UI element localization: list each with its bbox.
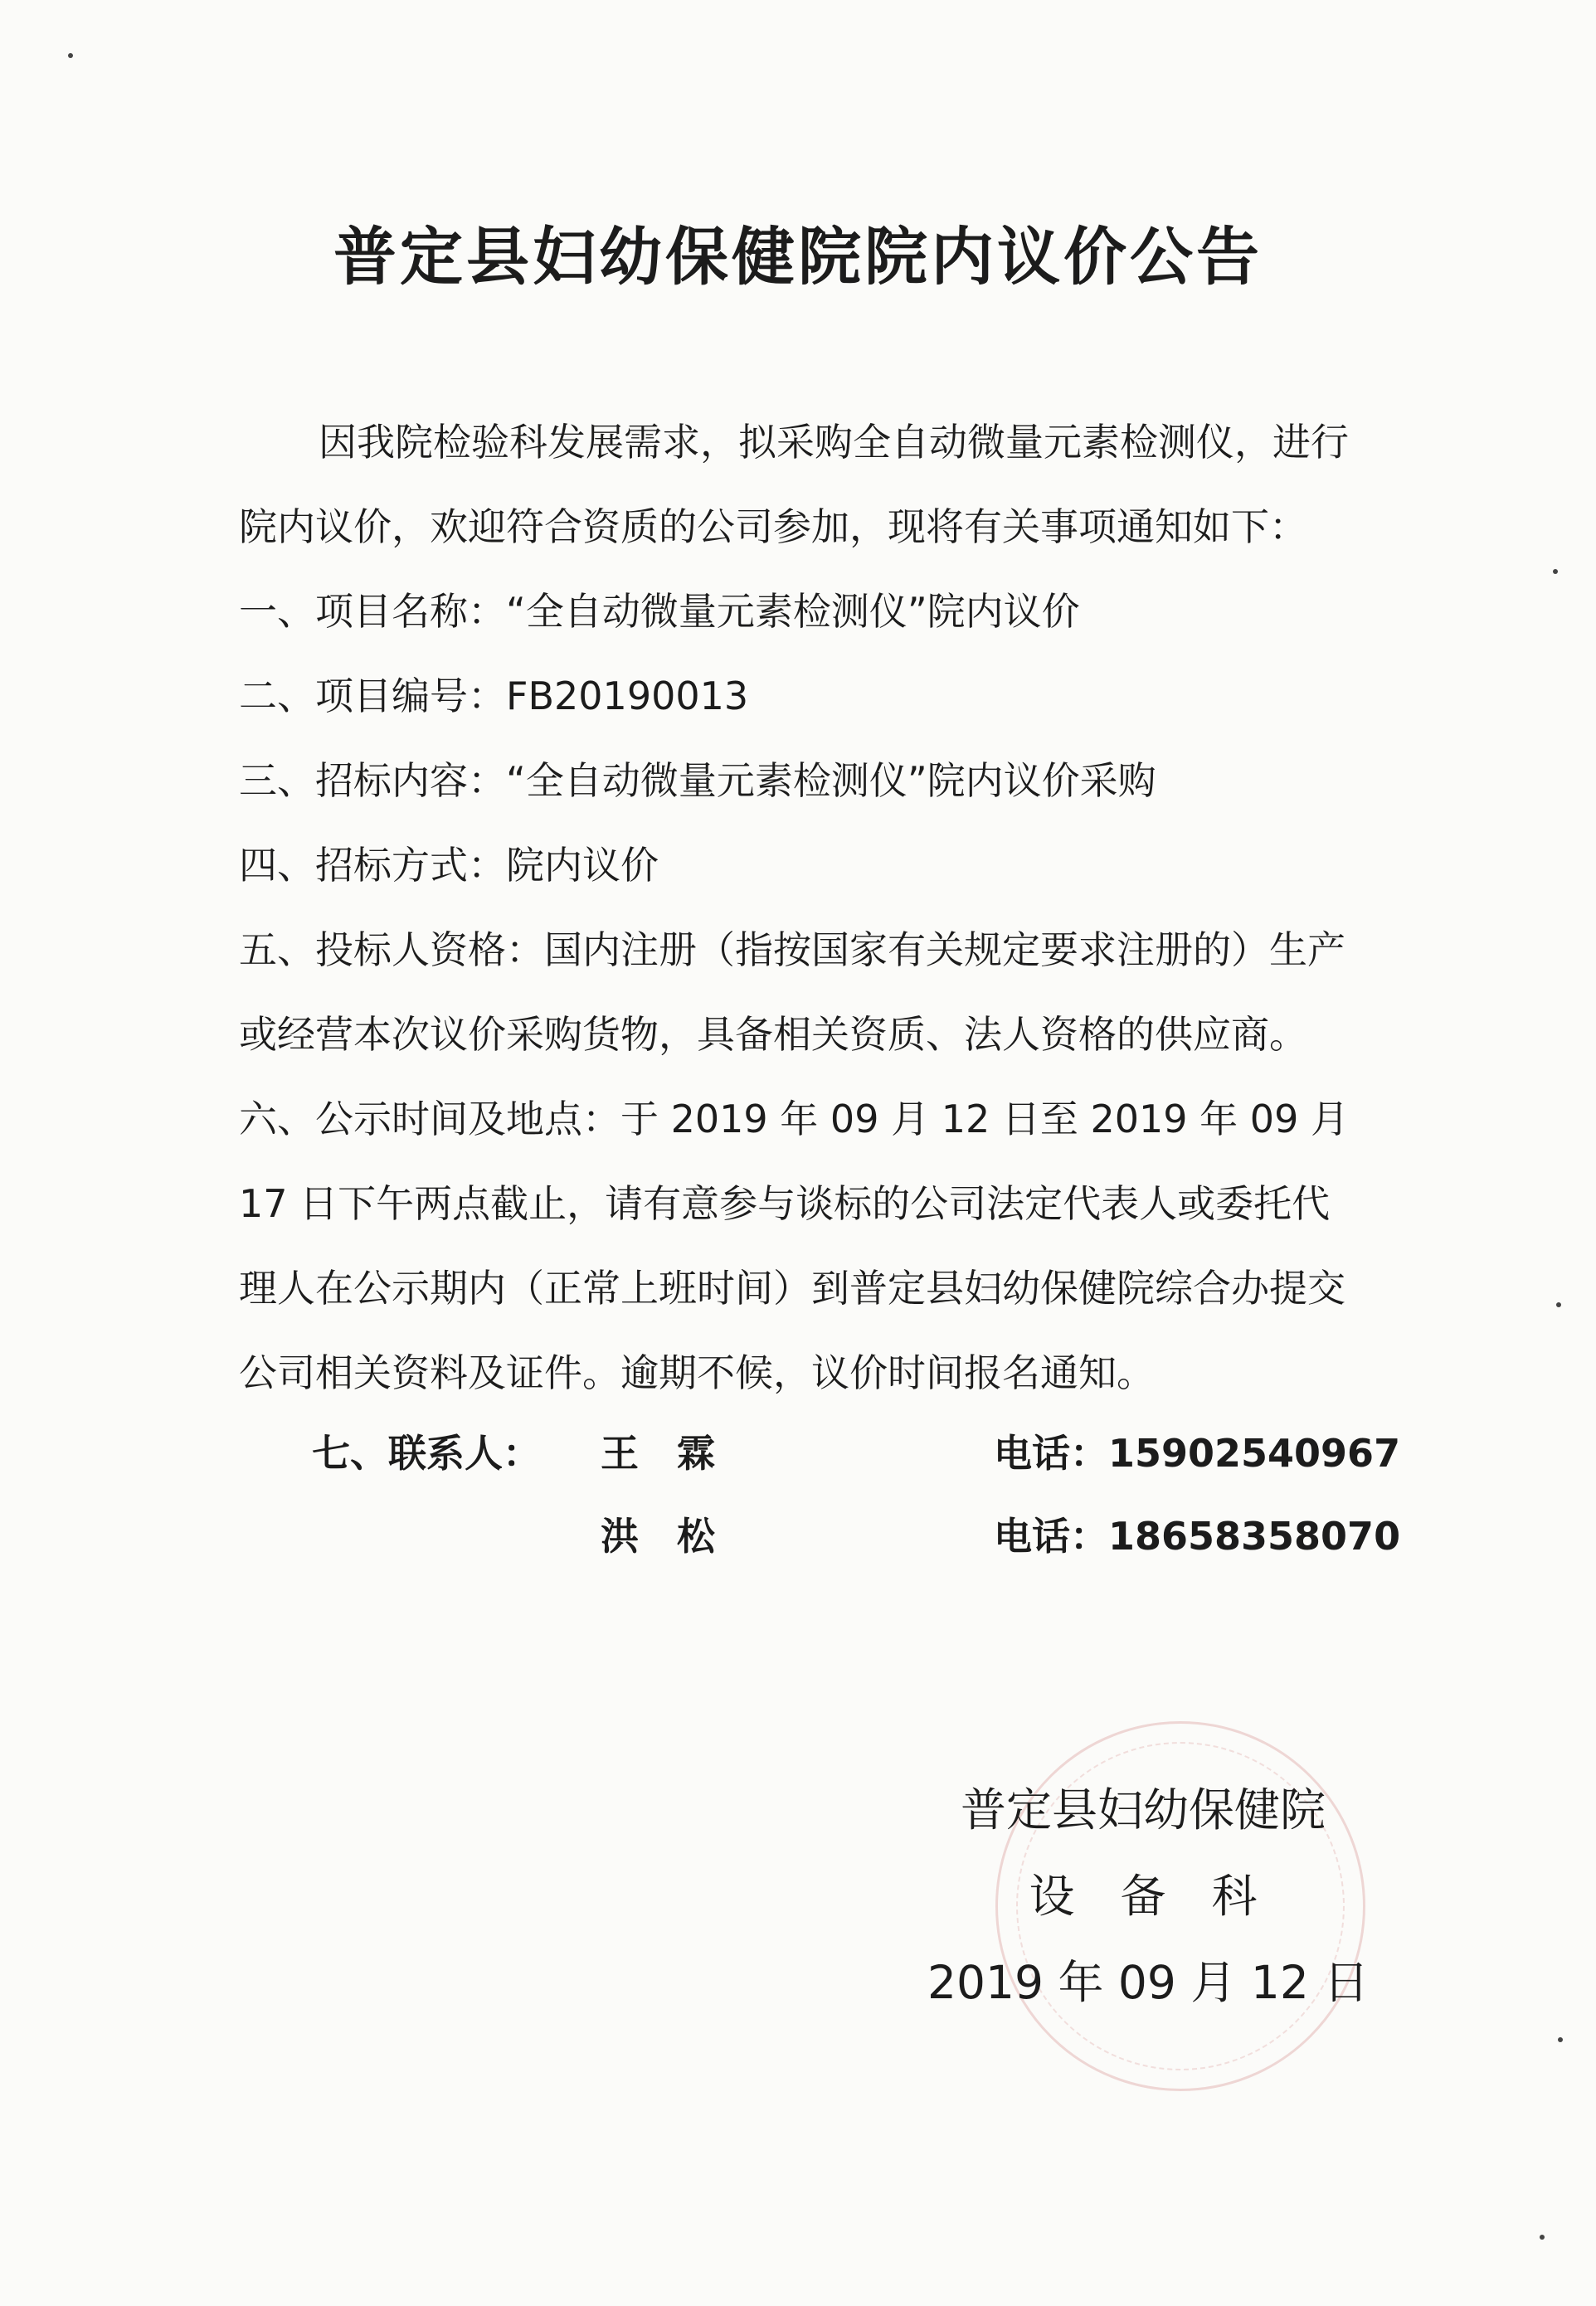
scan-speck <box>68 53 73 58</box>
item-bidder-qualification: 五、投标人资格：国内注册（指按国家有关规定要求注册的）生产或经营本次议价采购货物，具备相关资质、法人资格的供应商。 <box>239 927 1345 1057</box>
contact-name-1: 王 霖 <box>601 1431 715 1476</box>
scan-speck <box>1553 569 1558 574</box>
contact-phone-2: 电话：18658358070 <box>994 1514 1401 1559</box>
item-project-number: 二、项目编号：FB20190013 <box>239 674 749 718</box>
signature-org: 普定县妇幼保健院 <box>960 1783 1326 1837</box>
signature-dept: 设 备 科 <box>1029 1870 1258 1923</box>
contact-label: 七、联系人： <box>312 1431 541 1476</box>
signature-date: 2019 年 09 月 12 日 <box>927 1956 1370 2009</box>
contact-phone-1: 电话：15902540967 <box>994 1431 1401 1476</box>
intro-paragraph: 因我院检验科发展需求，拟采购全自动微量元素检测仪，进行院内议价，欢迎符合资质的公司参加，现将有关事项通知如下： <box>239 420 1349 549</box>
item-project-name: 一、项目名称：“全自动微量元素检测仪”院内议价 <box>239 589 1080 634</box>
notice-body <box>239 400 1363 1415</box>
item-time-and-place: 六、公示时间及地点：于 2019 年 09 月 12 日至 2019 年 09 月 17 日下午两点截止，请有意参与谈标的公司法定代表人或委托代理人在公示期内（正常上班时间）到普定县妇幼保健院综合办提交公司相关资料及证件。逾期不候，议价时间报名通知。 <box>239 1097 1349 1395</box>
signature-block <box>927 1767 1370 2026</box>
item-bid-method: 四、招标方式：院内议价 <box>239 843 659 888</box>
item-bid-content: 三、招标内容：“全自动微量元素检测仪”院内议价采购 <box>239 758 1156 803</box>
scan-speck <box>1540 2235 1545 2240</box>
contact-name-2: 洪 松 <box>601 1514 715 1559</box>
scan-speck <box>1556 1302 1561 1307</box>
document-title: 普定县妇幼保健院院内议价公告 <box>333 220 1263 294</box>
scan-speck <box>1558 2037 1563 2042</box>
